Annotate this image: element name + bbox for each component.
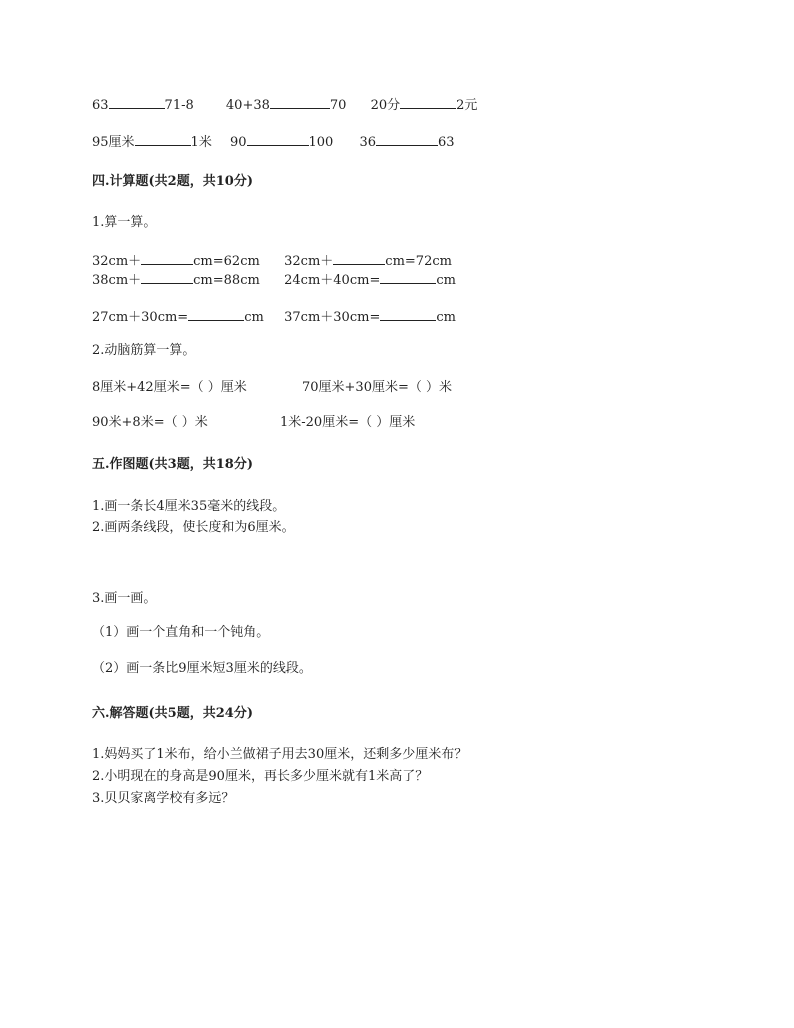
calc-text: 32cm＋ (284, 254, 334, 269)
unit-row-2 (92, 415, 415, 431)
compare-right: 2元 (456, 98, 478, 113)
section-5-q1: 1.画一条长4厘米35毫米的线段。 (92, 499, 286, 514)
answer-blank[interactable] (380, 271, 436, 284)
compare-item (226, 96, 347, 114)
calc-row-1 (92, 252, 452, 270)
calc-item (284, 308, 456, 326)
calc-item (284, 271, 456, 289)
calc-text: cm (436, 273, 456, 288)
section-4-q2-title: 2.动脑筋算一算。 (92, 343, 196, 358)
section-5-q2: 2.画两条线段，使长度和为6厘米。 (92, 520, 295, 535)
section-6-q3: 3.贝贝家离学校有多远？ (92, 791, 235, 806)
compare-left: 40+38 (225, 98, 270, 113)
answer-blank[interactable] (380, 308, 436, 321)
unit-item: 90米+8米=（ ）米 (92, 415, 208, 430)
calc-item (92, 252, 280, 270)
compare-item (371, 96, 478, 114)
compare-left: 36 (359, 135, 377, 150)
section-6-heading: 六.解答题(共5题，共24分) (92, 706, 253, 721)
compare-right: 70 (329, 98, 347, 113)
answer-blank[interactable] (376, 133, 438, 146)
compare-left: 90 (229, 135, 247, 150)
section-4-q1-title: 1.算一算。 (92, 215, 157, 230)
calc-text: 27cm＋30cm= (92, 310, 189, 325)
calc-text: 38cm＋ (92, 273, 142, 288)
compare-item (92, 133, 212, 151)
compare-row-1 (92, 96, 477, 114)
answer-blank[interactable] (135, 133, 191, 146)
compare-item (92, 96, 194, 114)
calc-text: cm=62cm (193, 254, 260, 269)
compare-item (359, 133, 454, 151)
unit-item: 8厘米+42厘米=（ ）厘米 (92, 380, 247, 395)
answer-blank[interactable] (109, 96, 165, 109)
compare-right: 1米 (190, 135, 212, 150)
section-5-heading: 五.作图题(共3题，共18分) (92, 457, 253, 472)
answer-blank[interactable] (188, 308, 244, 321)
section-6-q1: 1.妈妈买了1米布，给小兰做裙子用去30厘米，还剩多少厘米布？ (92, 747, 468, 762)
section-5-q3-title: 3.画一画。 (92, 591, 157, 606)
calc-text: cm (244, 310, 264, 325)
answer-blank[interactable] (141, 271, 193, 284)
section-5-q3-a: （1）画一个直角和一个钝角。 (92, 625, 270, 640)
calc-item (284, 252, 452, 270)
compare-left: 95厘米 (92, 135, 135, 150)
section-5-q3-b: （2）画一条比9厘米短3厘米的线段。 (92, 661, 312, 676)
answer-blank[interactable] (247, 133, 309, 146)
calc-text: cm=72cm (385, 254, 452, 269)
answer-blank[interactable] (400, 96, 456, 109)
compare-item (230, 133, 333, 151)
unit-item: 70厘米+30厘米=（ ）米 (302, 380, 453, 395)
calc-text: cm=88cm (193, 273, 260, 288)
answer-blank[interactable] (141, 252, 193, 265)
section-6-q2: 2.小明现在的身高是90厘米，再长多少厘米就有1米高了？ (92, 769, 429, 784)
calc-text: 24cm＋40cm= (284, 273, 381, 288)
compare-left: 20分 (370, 98, 401, 113)
compare-right: 63 (438, 135, 455, 150)
section-4-heading: 四.计算题(共2题，共10分) (92, 174, 253, 189)
calc-row-2 (92, 271, 456, 289)
calc-text: 37cm＋30cm= (284, 310, 381, 325)
compare-right: 71-8 (164, 98, 194, 113)
answer-blank[interactable] (333, 252, 385, 265)
compare-row-2 (92, 133, 455, 151)
compare-left: 63 (92, 98, 109, 113)
calc-text: 32cm＋ (92, 254, 142, 269)
calc-text: cm (436, 310, 456, 325)
answer-blank[interactable] (270, 96, 330, 109)
calc-item (92, 308, 280, 326)
unit-row-1 (92, 380, 452, 396)
calc-item (92, 271, 280, 289)
calc-row-3 (92, 308, 456, 326)
compare-right: 100 (308, 135, 334, 150)
unit-item: 1米-20厘米=（ ）厘米 (280, 415, 416, 430)
